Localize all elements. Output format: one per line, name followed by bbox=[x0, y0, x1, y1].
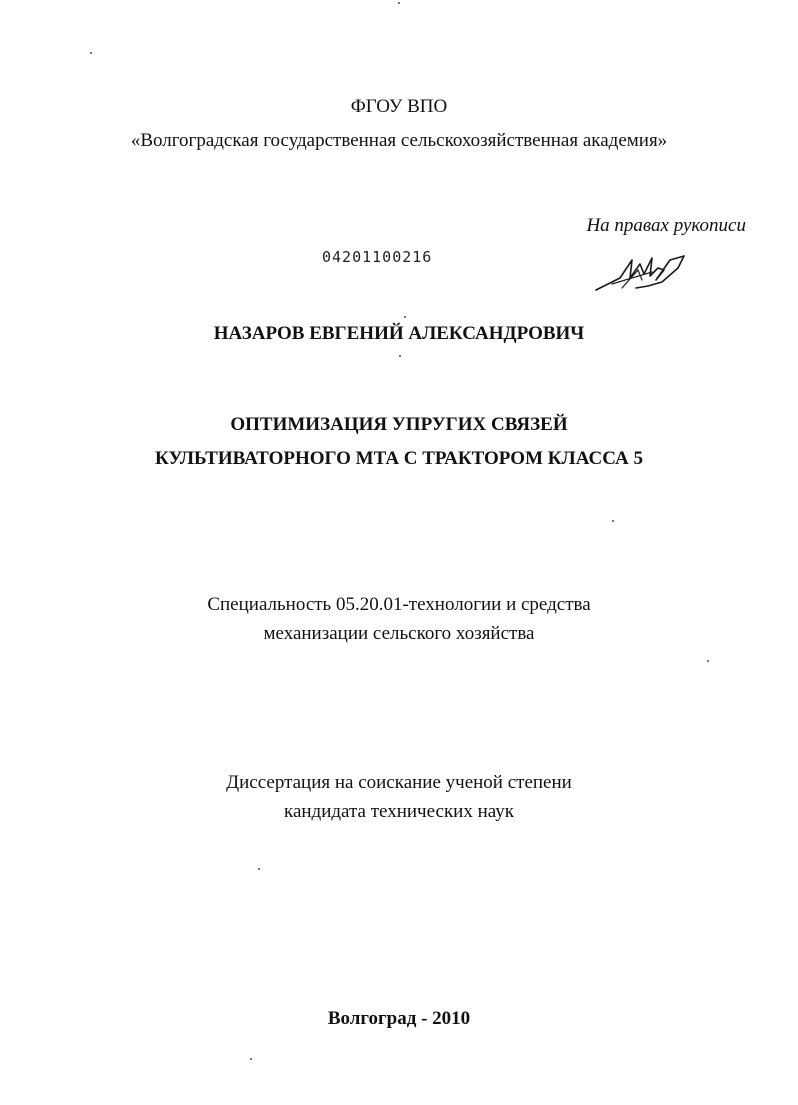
dissertation-title-line-2: КУЛЬТИВАТОРНОГО МТА С ТРАКТОРОМ КЛАССА 5 bbox=[155, 448, 643, 469]
city-and-year: Волгоград - 2010 bbox=[327, 1008, 471, 1029]
scan-speck bbox=[707, 660, 709, 662]
scan-speck bbox=[258, 868, 260, 870]
scan-speck bbox=[399, 355, 401, 357]
scan-speck bbox=[404, 316, 406, 318]
scan-speck bbox=[398, 2, 400, 4]
organization-full-name: «Волгоградская государственная сельскохозяйственная академия» bbox=[130, 130, 668, 151]
dissertation-title-line-1: ОПТИМИЗАЦИЯ УПРУГИХ СВЯЗЕЙ bbox=[230, 414, 568, 435]
organization-short-name: ФГОУ ВПО bbox=[350, 96, 448, 117]
manuscript-rights-note: На правах рукописи bbox=[586, 215, 746, 236]
scan-speck bbox=[90, 52, 92, 54]
degree-line-1: Диссертация на соискание ученой степени bbox=[226, 772, 572, 793]
degree-line-2: кандидата технических наук bbox=[284, 801, 514, 822]
handwritten-signature bbox=[592, 250, 692, 298]
author-name: НАЗАРОВ ЕВГЕНИЙ АЛЕКСАНДРОВИЧ bbox=[213, 323, 585, 344]
catalog-number: 04201100216 bbox=[322, 248, 433, 266]
scan-speck bbox=[612, 520, 614, 522]
specialty-line-2: механизации сельского хозяйства bbox=[263, 623, 535, 644]
specialty-line-1: Специальность 05.20.01-технологии и средства bbox=[207, 594, 591, 615]
scan-speck bbox=[250, 1058, 252, 1060]
